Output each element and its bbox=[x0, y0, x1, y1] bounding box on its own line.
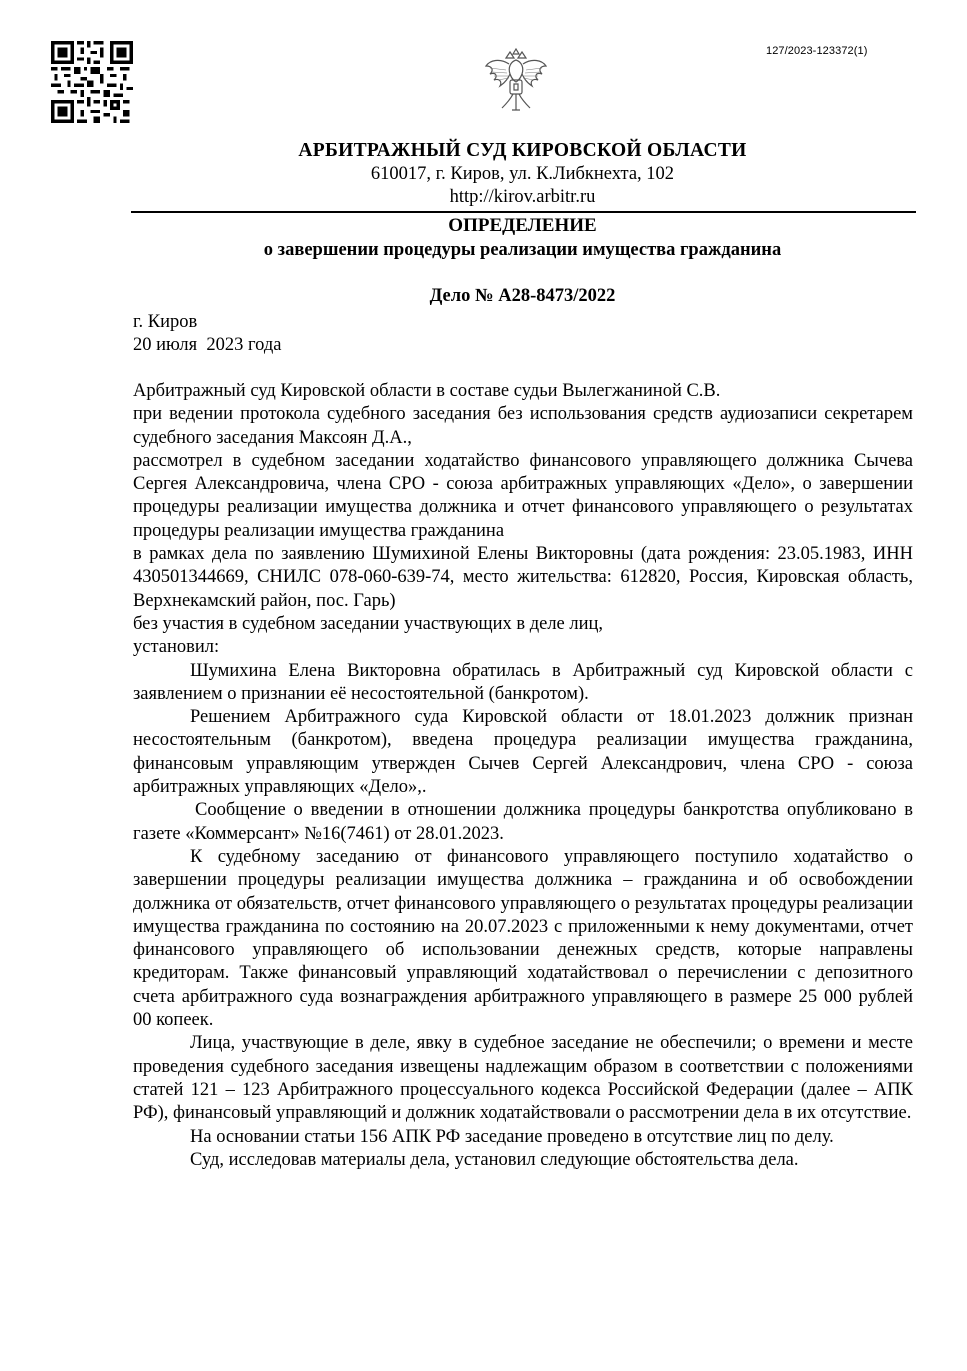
paragraph: Сообщение о введении в отношении должника процедуры банкротства опубликовано в газете «Коммерсант» №16(7461) от 28.01.2023. bbox=[133, 800, 913, 844]
coat-of-arms-emblem-icon bbox=[480, 48, 552, 120]
intro-line: при ведении протокола судебного заседания без использования средств аудиозаписи секретарем судебного заседания Максоян Д.А., bbox=[133, 404, 913, 448]
paragraph: Суд, исследовав материалы дела, установил следующие обстоятельства дела. bbox=[190, 1149, 799, 1170]
paragraph: Лица, участвующие в деле, явку в судебное заседание не обеспечили; о времени и месте проведения судебного заседания извещены надлежащим образом в соответствии с положениями статей 121 – 123 Арбитражного процессуального кодекса Российской Федерации (далее – АПК РФ), финансовый управляющий и должник ходатайствовали о рассмотрении дела в их отсутствие. bbox=[133, 1033, 913, 1124]
court-website-link[interactable]: http://kirov.arbitr.ru bbox=[449, 187, 596, 207]
intro-line: в рамках дела по заявлению Шумихиной Елены Викторовны (дата рождения: 23.05.1983, ИНН 430501344669, СНИЛС 078-060-639-74, место жительства: 612820, Россия, Кировская область, Верхнекамский район, пос. Гарь) bbox=[133, 544, 913, 611]
paragraph: К судебному заседанию от финансового управляющего поступило ходатайство о завершении процедуры реализации имущества должника – гражданина и об освобождении должника от обязательств, отчет финансового управляющего о результатах процедуры реализации имущества гражданина по состоянию на 20.07.2023 с приложенными к нему документами, отчет финансового управляющего об использовании денежных средств, которые направлены кредиторам. Также финансовый управляющий ходатайствовал о перечислении с депозитного счета арбитражного суда вознаграждения арбитражного управляющего в размере 25 000 рублей 00 копеек. bbox=[133, 846, 913, 1031]
court-address: 610017, г. Киров, ул. К.Либкнехта, 102 bbox=[370, 164, 675, 184]
document-number: 127/2023-123372(1) bbox=[766, 45, 868, 57]
date: 20 июля 2023 года bbox=[133, 335, 282, 355]
document-type: ОПРЕДЕЛЕНИЕ bbox=[448, 215, 597, 236]
intro-line: Арбитражный суд Кировской области в составе судьи Вылегжаниной С.В. bbox=[133, 381, 721, 401]
intro-line: рассмотрел в судебном заседании ходатайство финансового управляющего должника Сычева Сергея Александровича, члена СРО - союза арбитражных управляющих «Дело», о завершении процедуры реализации имущества должника и отчет финансового управляющего о результатах процедуры реализации имущества гражданина bbox=[133, 450, 913, 541]
document-subtitle: о завершении процедуры реализации имущества гражданина bbox=[263, 240, 782, 260]
paragraph: Шумихина Елена Викторовна обратилась в Арбитражный суд Кировской области с заявлением о признании её несостоятельной (банкротом). bbox=[133, 660, 913, 704]
qr-code-icon bbox=[51, 41, 133, 123]
paragraph: На основании статьи 156 АПК РФ заседание проведено в отсутствие лиц по делу. bbox=[190, 1126, 834, 1147]
intro-line: установил: bbox=[133, 637, 220, 658]
paragraph: Решением Арбитражного суда Кировской области от 18.01.2023 должник признан несостоятельным (банкротом), введена процедура реализации имущества гражданина, финансовым управляющим утвержден Сычев Сергей Александрович, члена СРО - союза арбитражных управляющих «Дело»,. bbox=[133, 707, 913, 798]
court-name: АРБИТРАЖНЫЙ СУД КИРОВСКОЙ ОБЛАСТИ bbox=[298, 140, 747, 161]
document-body bbox=[133, 380, 913, 1172]
case-number: Дело № А28-8473/2022 bbox=[429, 286, 616, 306]
intro-line: без участия в судебном заседании участвующих в деле лиц, bbox=[133, 613, 604, 634]
city: г. Киров bbox=[133, 312, 198, 332]
header-divider bbox=[131, 211, 916, 213]
